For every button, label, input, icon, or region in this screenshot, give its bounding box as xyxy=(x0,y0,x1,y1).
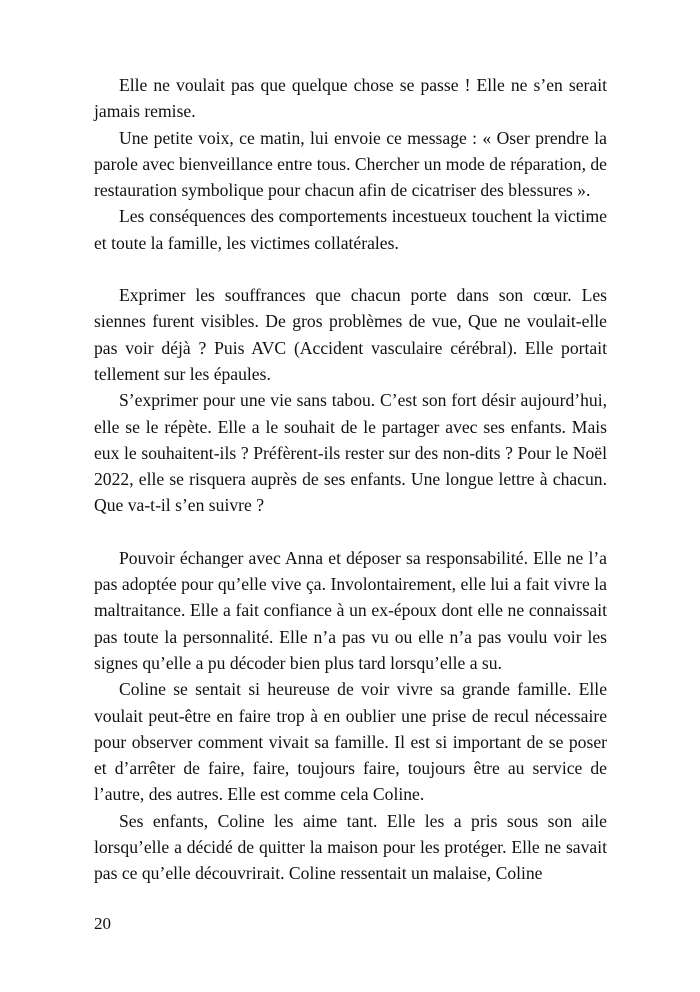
paragraph-1: Elle ne voulait pas que quelque chose se passe ! Elle ne s’en serait jamais remise. xyxy=(94,75,607,122)
paragraph-8: Ses enfants, Coline les aime tant. Elle les a pris sous son aile lorsqu’elle a décidé de quitter la maison pour les protéger. Elle ne savait pas ce qu’elle découvrirait. Coline ressentait un malaise, Coline xyxy=(94,810,607,884)
paragraph-7: Coline se sentait si heureuse de voir vivre sa grande famille. Elle voulait peut-être en faire trop à en oublier une prise de recul nécessaire pour observer comment vivait sa famille. Il est si important de se poser et d’arrêter de faire, faire, toujours faire, toujours être au service de l’autre, des autres. Elle est comme cela Coline. xyxy=(94,679,607,805)
page-number: 20 xyxy=(94,914,111,933)
paragraph-6: Pouvoir échanger avec Anna et déposer sa responsabilité. Elle ne l’a pas adoptée pour qu’elle vive ça. Involontairement, elle lui a fait vivre la maltraitance. Elle a fait confiance à un ex-époux dont elle ne connaissait pas toute la personnalité. Elle n’a pas vu ou elle n’a pas voulu voir les signes qu’elle a pu décoder bien plus tard lorsqu’elle a su. xyxy=(94,547,607,673)
paragraph-3: Les conséquences des comportements incestueux touchent la victime et toute la famille, les victimes collatérales. xyxy=(94,206,607,253)
paragraph-4: Exprimer les souffrances que chacun porte dans son cœur. Les siennes furent visibles. De gros problèmes de vue, Que ne voulait-elle pas voir déjà ? Puis AVC (Accident vasculaire cérébral). Elle portait tellement sur les épaules. xyxy=(94,285,607,384)
paragraph-2: Une petite voix, ce matin, lui envoie ce message : « Oser prendre la parole avec bienveillance entre tous. Chercher un mode de réparation, de restauration symbolique pour chacun afin de cicatriser des blessures ». xyxy=(94,127,607,201)
body-text xyxy=(94,72,607,887)
paragraph-5: S’exprimer pour une vie sans tabou. C’est son fort désir aujourd’hui, elle se le répète. Elle a le souhait de le partager avec ses enfants. Mais eux le souhaitent-ils ? Préfèrent-ils rester sur des non-dits ? Pour le Noël 2022, elle se risquera auprès de ses enfants. Une longue lettre à chacun. Que va-t-il s’en suivre ? xyxy=(94,390,607,516)
